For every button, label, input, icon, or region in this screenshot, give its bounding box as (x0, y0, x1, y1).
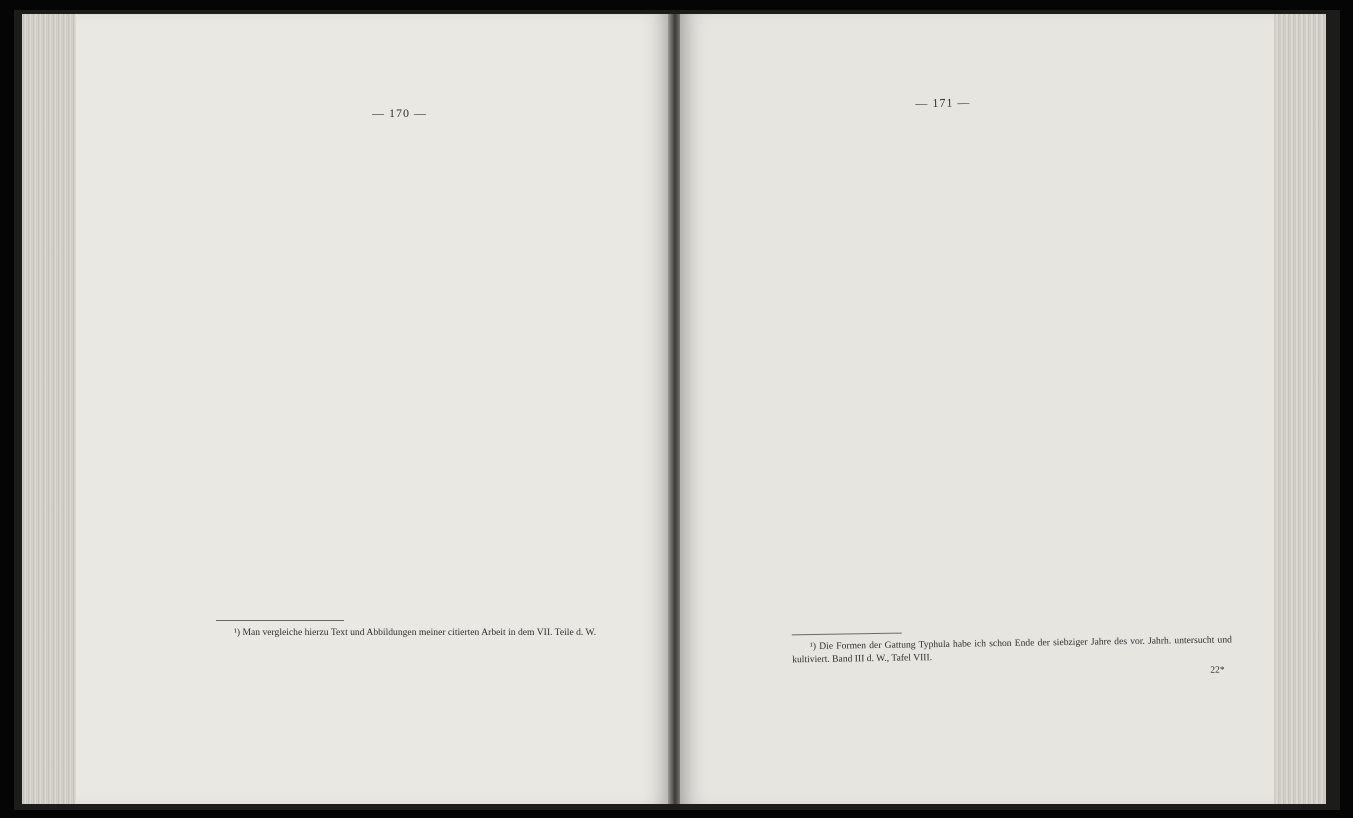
left-page-edges (22, 14, 82, 804)
left-page (76, 14, 670, 804)
body-text (784, 115, 1224, 122)
signature-mark: 22* (1210, 665, 1225, 676)
footnote-rule (216, 620, 344, 621)
right-page-edges (1270, 14, 1326, 804)
page-number: — 170 — (372, 106, 427, 120)
footnote (792, 633, 1232, 666)
page-number: — 171 — (915, 95, 971, 111)
footnote-text: ¹) Man vergleiche hierzu Text und Abbildungen meiner citierten Arbeit in dem VII. Teile d. W. (234, 627, 597, 638)
footnote-rule (792, 633, 902, 636)
footnote (216, 626, 646, 639)
footnote-text: ¹) Die Formen der Gattung Typhula habe ich schon Ende der siebziger Jahre des vor. Jahrh. untersucht und kultiviert. Band III d. W., Tafel VIII. (792, 634, 1232, 666)
right-page (680, 14, 1274, 804)
